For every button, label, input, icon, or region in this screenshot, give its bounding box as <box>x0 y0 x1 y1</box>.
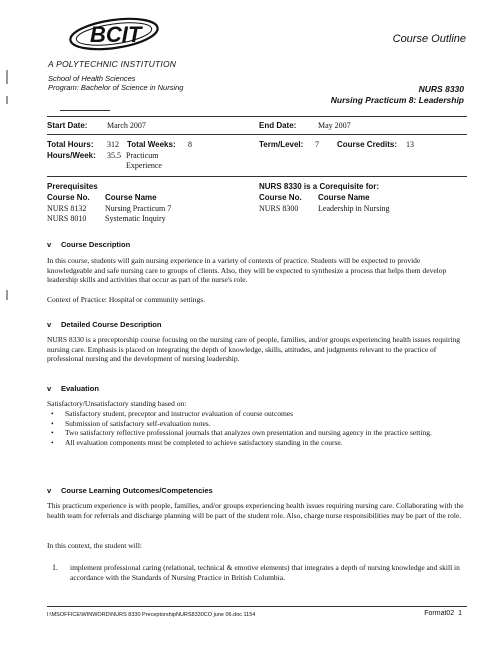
start-date-label: Start Date: <box>47 121 88 130</box>
outcome-text: implement professional caring (relational, technical & emotive elements) that integrates a depth of nursing knowledge and skill in accordance with the Standards of Nursing Practice in British Columbia. <box>70 563 460 582</box>
coreq-row-no: NURS 8300 <box>259 204 299 213</box>
section-heading-outcomes: v Course Learning Outcomes/Competencies <box>47 486 213 495</box>
course-heading <box>331 84 464 106</box>
term-label: Term/Level: <box>259 140 304 149</box>
prereq-row-no: NURS 8010 <box>47 214 87 223</box>
end-date-label: End Date: <box>259 121 297 130</box>
divider <box>47 606 467 607</box>
doc-type: Course Outline <box>392 33 466 45</box>
start-date-value: March 2007 <box>107 121 146 130</box>
course-title: Nursing Practicum 8: Leadership <box>330 95 464 105</box>
scan-mark <box>6 290 8 300</box>
end-date-value: May 2007 <box>318 121 351 130</box>
evaluation-intro: Satisfactory/Unsatisfactory standing based on: <box>47 399 187 408</box>
scan-mark <box>6 70 8 84</box>
divider <box>60 110 110 111</box>
program-name: Program: Bachelor of Science in Nursing <box>48 83 184 92</box>
total-weeks-label: Total Weeks: <box>127 140 176 149</box>
term-value: 7 <box>315 140 319 149</box>
institute-line: A POLYTECHNIC INSTITUTION <box>48 59 177 69</box>
outcome-number: 1. <box>52 563 58 572</box>
description-text: In this course, students will gain nursing experience in a variety of contexts of practice. Students will be expected to provide knowledgeable and safe nursing care to groups of clients. Also, they will be expected to synthesize a process that helps them develop leadership skills and activities that occur as part of the nurse's role. <box>47 256 447 285</box>
logo-text: BCIT <box>90 22 142 47</box>
page-number: 1 <box>458 610 462 617</box>
footer-form: Format02 <box>424 610 455 617</box>
hours-week-value: 35.5 <box>107 151 121 160</box>
outcomes-context: In this context, the student will: <box>47 541 142 550</box>
coreq-col-name: Course Name <box>318 193 370 202</box>
school-name: School of Health Sciences <box>48 74 136 83</box>
prereq-row-name: Systematic Inquiry <box>105 214 166 223</box>
coreq-title: NURS 8330 is a Corequisite for: <box>259 182 380 191</box>
prereq-col-name: Course Name <box>105 193 157 202</box>
total-weeks-value: 8 <box>188 140 192 149</box>
section-heading-detailed: v Detailed Course Description <box>47 320 162 329</box>
hours-week-label: Hours/Week: <box>47 151 96 160</box>
hours-week-note: Practicum Experience <box>126 151 162 170</box>
divider <box>47 116 467 117</box>
section-heading-evaluation: v Evaluation <box>47 384 99 393</box>
list-item: • All evaluation components must be completed to achieve satisfactory standing in the course. <box>47 438 465 448</box>
prereq-row-no: NURS 8132 <box>47 204 87 213</box>
coreq-col-no: Course No. <box>259 193 302 202</box>
divider <box>47 134 467 135</box>
footer-page <box>424 610 462 617</box>
list-item: • Submission of satisfactory self-evaluation notes. <box>47 419 465 429</box>
course-code: NURS 8330 <box>418 84 464 94</box>
evaluation-list <box>47 409 465 447</box>
prereq-col-no: Course No. <box>47 193 90 202</box>
detailed-text: NURS 8330 is a preceptorship course focusing on the nursing care of people, families, and/or groups experiencing health issues requiring nursing care. Emphasis is placed on integrating the depth of knowledge, skills, attitudes, and judgments relevant to the practice of professional nursing and the development of nursing leadership. <box>47 335 461 364</box>
section-heading-description: v Course Description <box>47 240 131 249</box>
outcomes-text: This practicum experience is with people, families, and/or groups experiencing health issues requiring nursing care. Collaborating with the health team for referrals and discharge planning will be part of the student role. Also, charge nurse responsibilities may be part of the role. <box>47 501 464 520</box>
divider <box>47 176 467 177</box>
context-text: Context of Practice: Hospital or community settings. <box>47 295 206 304</box>
scan-mark <box>6 96 8 104</box>
footer-path: I:\MSOFFICE\WINWORD\NURS 8330 PreceptorshipNURS8330CO june 06.doc 1154 <box>47 612 256 618</box>
bcit-logo <box>62 12 172 56</box>
total-hours-label: Total Hours: <box>47 140 94 149</box>
credits-label: Course Credits: <box>337 140 398 149</box>
school-block <box>48 74 183 92</box>
credits-value: 13 <box>406 140 414 149</box>
prereq-title: Prerequisites <box>47 182 98 191</box>
total-hours-value: 312 <box>107 140 119 149</box>
list-item: • Satisfactory student, preceptor and instructor evaluation of course outcomes <box>47 409 465 419</box>
prereq-row-name: Nursing Practicum 7 <box>105 204 172 213</box>
list-item: • Two satisfactory reflective professional journals that analyzes own presentation and nursing agency in the practice setting. <box>47 428 465 438</box>
coreq-row-name: Leadership in Nursing <box>318 204 390 213</box>
